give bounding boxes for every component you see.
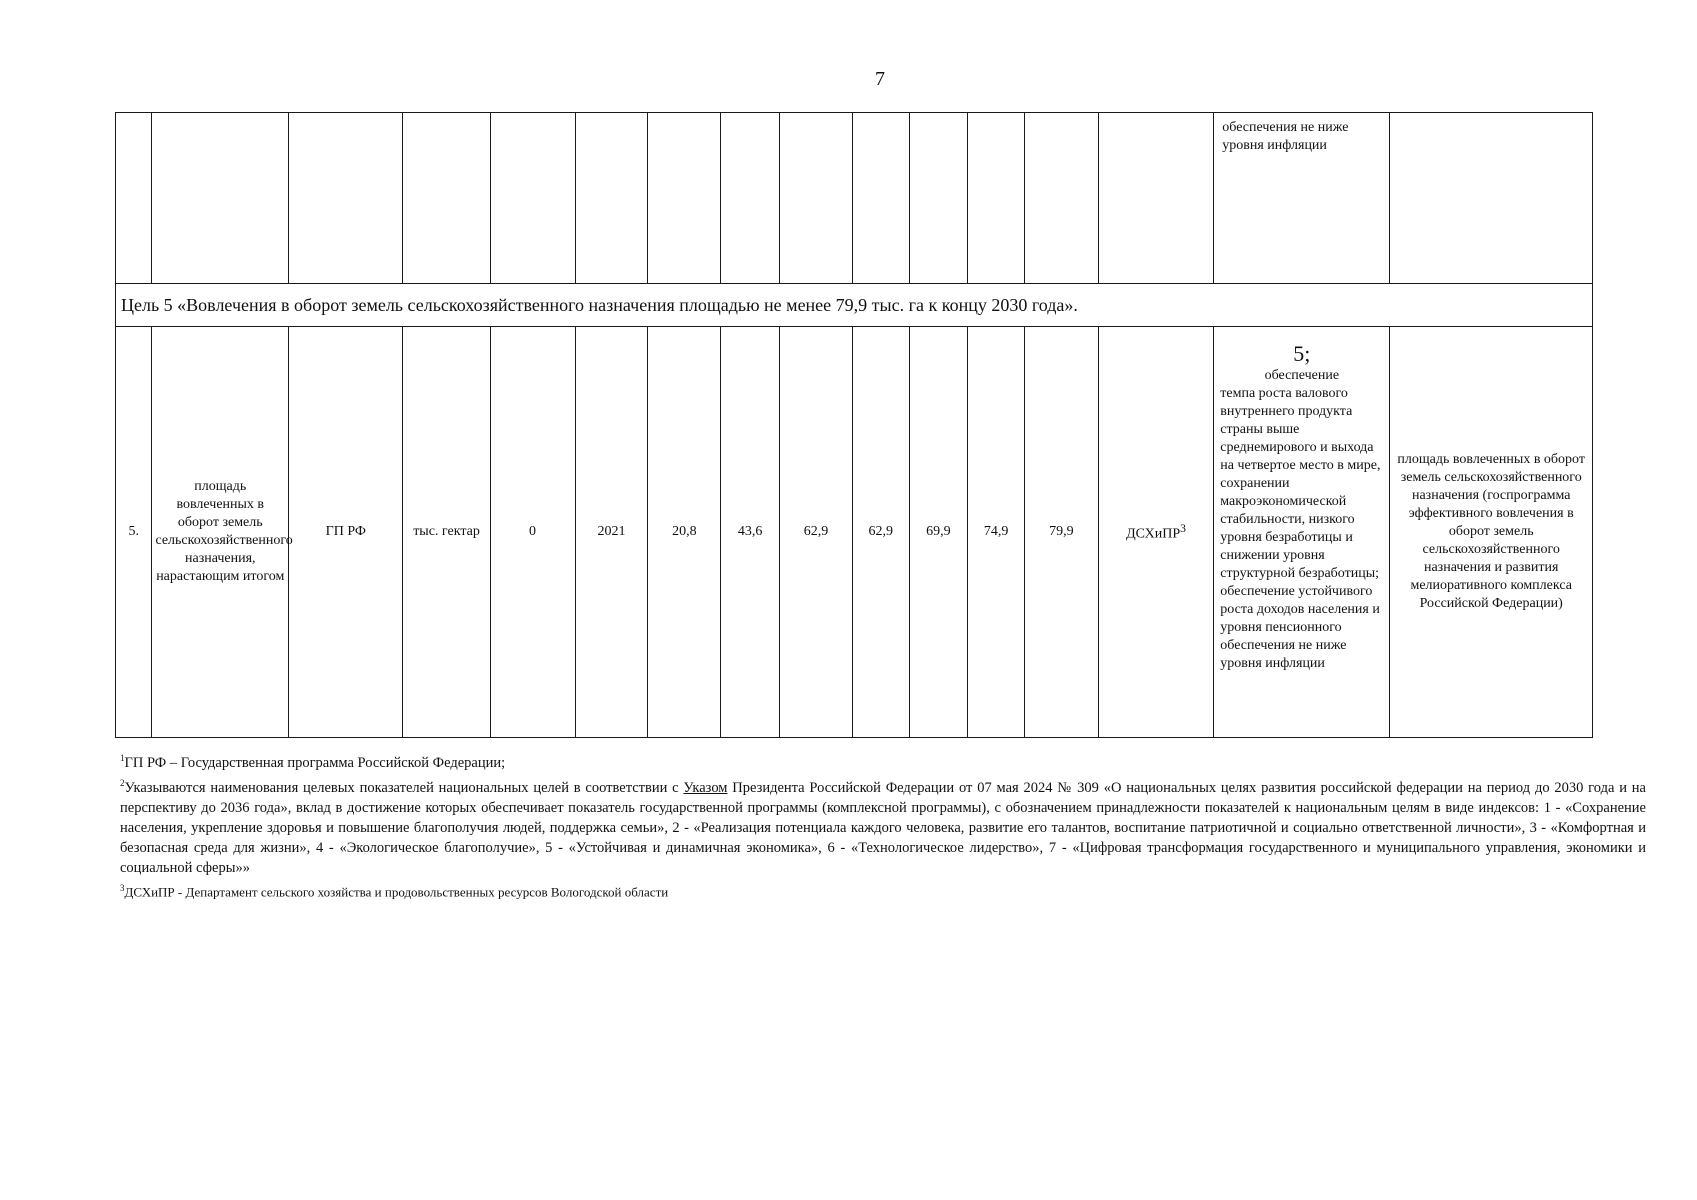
indicator-level: ГП РФ bbox=[289, 327, 403, 738]
base-year: 2021 bbox=[575, 327, 648, 738]
footnote-2: $^2$Указываются наименования целевых показателей национальных целей в соответствии с Указом Президента Российской Федерации от 07 мая 2024 № 309 «О национальных целях развития российской федерации на период до 2030 года и на перспективу до 2036 года», вклад в достижение которых обеспечивает показатель государственной программы (комплексной программы), с обозначением принадлежности показателей к национальным целям в виде индексов: 1 - «Сохранение населения, укрепление здоровья и повышение благополучия людей, поддержка семьи», 2 - «Реализация потенциала каждого человека, развитие его талантов, воспитание патриотичной и социально ответственной личности», 3 - «Комфортная и безопасная среда для жизни», 4 - «Экологическое благополучие», 5 - «Устойчивая и динамичная экономика», 6 - «Технологическое лидерство», 7 - «Цифровая трансформация государственного и муниципального управления, экономики и социальной сферы»» bbox=[120, 777, 1646, 876]
table-row bbox=[116, 327, 1593, 738]
national-goal-index: 5; bbox=[1293, 341, 1311, 366]
value-cell: 62,9 bbox=[780, 327, 853, 738]
decree-link[interactable]: Указом bbox=[683, 779, 728, 796]
continued-goal-cell: обеспечения не ниже уровня инфляции bbox=[1214, 113, 1390, 284]
indicators-table bbox=[115, 112, 1593, 738]
national-goal-text: темпа роста валового внутреннего продукта страны выше среднемирового и выхода на четвертое место в мире, сохранении макроэкономической стабильности, низкого уровня безработицы и снижении уровня структурной безработицы; обеспечение устойчивого роста доходов населения и уровня пенсионного обеспечения не ниже уровня инфляции bbox=[1220, 386, 1381, 671]
goal-header-row bbox=[116, 284, 1593, 327]
info-system-cell: площадь вовлеченных в оборот земель сельскохозяйственного назначения (госпрограмма эффективного вовлечения в оборот земель сельскохозяйственного назначения и развития мелиоративного комплекса Российской Федерации) bbox=[1390, 327, 1593, 738]
goal-header: Цель 5 «Вовлечения в оборот земель сельскохозяйственного назначения площадью не менее 79,9 тыс. га к концу 2030 года». bbox=[116, 284, 1593, 327]
national-goal-line1: обеспечение bbox=[1264, 368, 1340, 383]
value-cell: 43,6 bbox=[721, 327, 780, 738]
row-number: 5. bbox=[116, 327, 152, 738]
footnote-3: $^3$ДСХиПР - Департамент сельского хозяйства и продовольственных ресурсов Вологодской области bbox=[120, 882, 669, 899]
footnotes bbox=[120, 748, 1646, 902]
unit-of-measure: тыс. гектар bbox=[403, 327, 490, 738]
responsible-body: ДСХиПР$^3$ bbox=[1098, 327, 1213, 738]
footnote-1: $^1$ГП РФ – Государственная программа Российской Федерации; bbox=[120, 753, 506, 771]
value-cell: 69,9 bbox=[909, 327, 968, 738]
value-cell: 79,9 bbox=[1024, 327, 1098, 738]
base-value: 0 bbox=[490, 327, 575, 738]
national-goal-cell bbox=[1214, 327, 1390, 738]
page-number: 7 bbox=[875, 68, 885, 90]
continuation-row bbox=[116, 113, 1593, 284]
value-cell: 74,9 bbox=[968, 327, 1025, 738]
value-cell: 62,9 bbox=[852, 327, 909, 738]
indicator-name: площадь вовлеченных в оборот земель сельскохозяйственного назначения, нарастающим итогом bbox=[152, 327, 289, 738]
value-cell: 20,8 bbox=[648, 327, 721, 738]
